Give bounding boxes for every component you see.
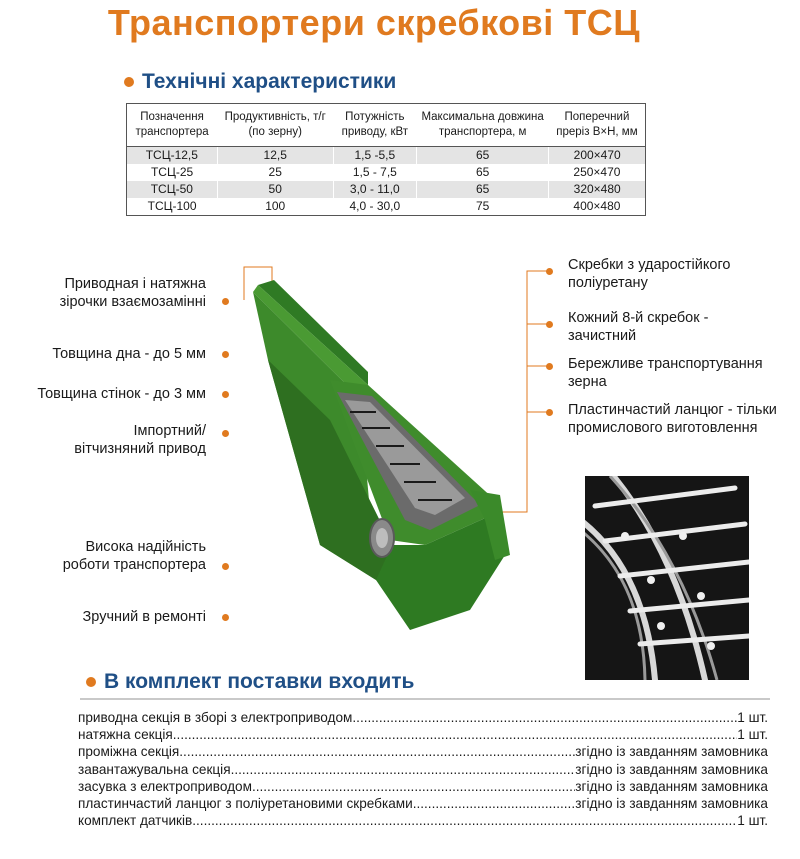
orange-bullet-icon <box>546 409 553 416</box>
specs-heading-text: Технічні характеристики <box>142 70 397 93</box>
table-cell: ТСЦ-50 <box>127 181 218 198</box>
table-cell: 65 <box>416 181 548 198</box>
col-header: Поперечний преріз В×Н, мм <box>549 104 646 147</box>
feature-left-2: Товщина стінок - до 3 мм <box>37 386 206 402</box>
feature-right-1: Кожний 8-й скребок - зачистний <box>568 310 709 344</box>
table-cell: 1,5 -5,5 <box>333 147 416 165</box>
divider <box>80 698 770 700</box>
table-cell: 12,5 <box>217 147 333 165</box>
table-cell: 25 <box>268 165 282 179</box>
table-cell: ТСЦ-12,5 <box>127 147 218 165</box>
orange-bullet-icon <box>546 268 553 275</box>
chain-photo <box>585 476 749 680</box>
supply-heading-text: В комплект поставки входить <box>104 670 415 693</box>
table-cell: 3,0 - 11,0 <box>333 181 416 198</box>
feature-right-3: Пластинчастий ланцюг - тільки промислового виготовлення <box>568 402 777 436</box>
list-item <box>78 778 768 795</box>
feature-left-3: Імпортний/ вітчизняний привод <box>74 423 206 457</box>
supply-item-value: 1 шт. <box>737 813 768 829</box>
table-cell: 65 <box>475 165 490 179</box>
leader-dots <box>413 795 576 812</box>
feature-left-0: Приводная і натяжна зірочки взаємозамінні <box>59 276 206 310</box>
list-item <box>78 709 768 726</box>
orange-bullet-icon <box>222 391 229 398</box>
orange-bullet-icon <box>222 563 229 570</box>
leader-dots <box>179 743 575 760</box>
col-header: Потужність приводу, кВт <box>333 104 416 147</box>
table-cell: 65 <box>416 147 548 165</box>
list-item <box>78 812 768 829</box>
list-item <box>78 743 768 760</box>
table-cell: 50 <box>217 181 333 198</box>
table-cell: 4,0 - 30,0 <box>349 199 401 213</box>
supply-item-name: пластинчастий ланцюг з поліуретановими скребками <box>78 796 413 812</box>
orange-bullet-icon <box>222 430 229 437</box>
supply-item-name: приводна секція в зборі з електроприводом <box>78 710 353 725</box>
page-title: Транспортери скребкові ТСЦ <box>107 2 641 43</box>
supply-item-name: натяжна секція <box>78 727 173 743</box>
supply-item-value: згідно із завданням замовника <box>575 796 768 812</box>
table-cell: 200×470 <box>549 147 646 165</box>
table-cell: ТСЦ-100 <box>147 199 197 213</box>
table-cell: ТСЦ-25 <box>150 165 194 179</box>
orange-bullet-icon <box>222 614 229 621</box>
supply-item-value: 1 шт. <box>737 710 768 725</box>
supply-item-name: завантажувальна секція <box>78 761 231 777</box>
supply-heading <box>86 670 414 694</box>
table-cell: 75 <box>475 199 490 213</box>
feature-left-4: Висока надійність роботи транспортера <box>62 539 206 573</box>
list-item <box>78 795 768 812</box>
orange-bullet-icon <box>86 677 96 687</box>
feature-right-2: Бережливе транспортування зерна <box>568 356 763 390</box>
col-header: Максимальна довжина транспортера, м <box>416 104 548 147</box>
supply-item-name: засувка з електроприводом <box>78 778 252 794</box>
leader-dots <box>252 778 575 795</box>
table-cell: 320×480 <box>549 181 646 198</box>
feature-left-5: Зручний в ремонті <box>82 609 206 625</box>
leader-dots <box>352 709 737 726</box>
supply-item-value: згідно із завданням замовника <box>575 778 768 794</box>
list-item <box>78 726 768 743</box>
orange-bullet-icon <box>222 351 229 358</box>
list-item <box>78 761 768 778</box>
supply-item-name: проміжна секція <box>78 744 180 760</box>
orange-bullet-icon <box>222 298 229 305</box>
supply-item-value: згідно із завданням замовника <box>575 761 768 777</box>
supply-list <box>78 709 768 829</box>
table-cell: 250×470 <box>573 165 621 179</box>
leader-dots <box>173 726 737 743</box>
table-cell: 1,5 - 7,5 <box>352 165 397 179</box>
feature-right-0: Скребки з ударостійкого поліуретану <box>568 257 731 291</box>
leader-dots <box>231 761 576 778</box>
table-cell: 400×480 <box>573 199 621 213</box>
col-header: Позначення транспортера <box>127 104 218 147</box>
supply-item-name: комплект датчиків <box>78 813 193 829</box>
supply-item-value: 1 шт. <box>737 727 768 743</box>
orange-bullet-icon <box>546 321 553 328</box>
table-cell: 100 <box>265 199 286 213</box>
orange-bullet-icon <box>546 363 553 370</box>
feature-left-1: Товщина дна - до 5 мм <box>52 346 206 362</box>
supply-item-value: згідно із завданням замовника <box>575 744 768 760</box>
col-header: Продуктивність, т/г (по зерну) <box>217 104 333 147</box>
leader-dots <box>192 812 737 829</box>
